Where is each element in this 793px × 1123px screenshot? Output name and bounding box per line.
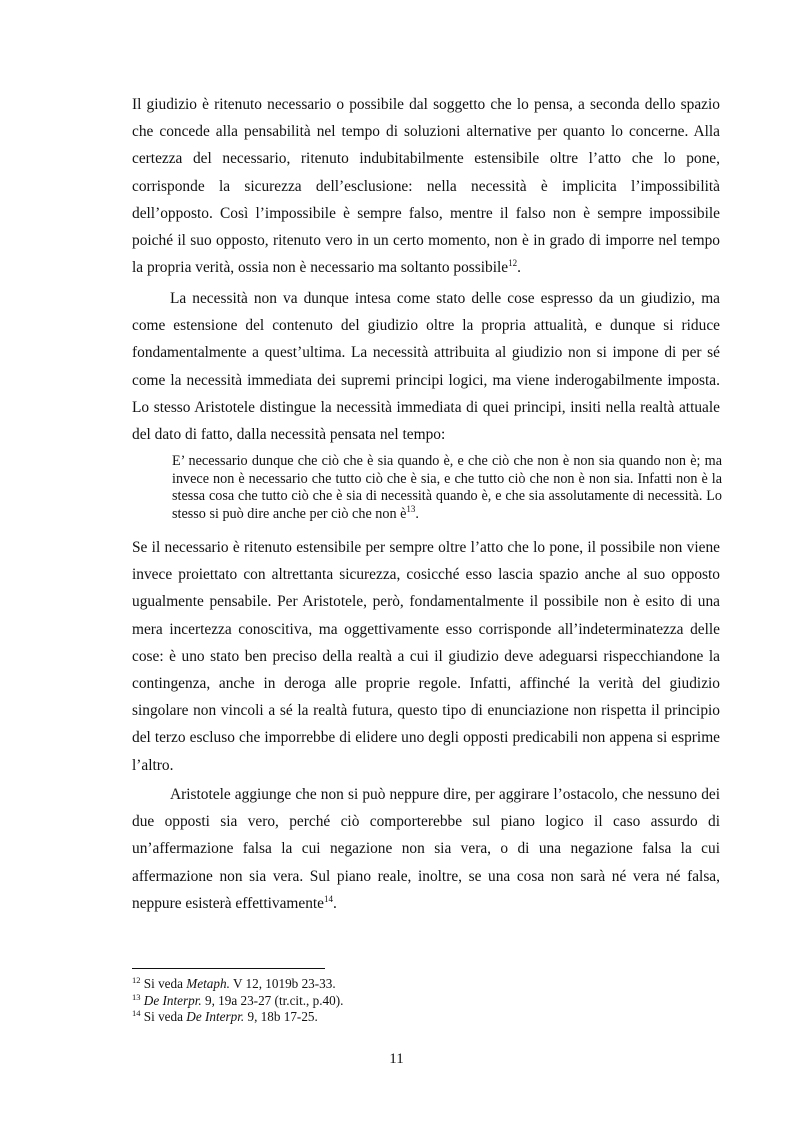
footnote-number: 12 [132, 975, 141, 985]
footnote-post: 9, 19a 23-27 (tr.cit., p.40). [201, 992, 344, 1008]
paragraph-2-text: La necessità non va dunque intesa come stato delle cose espresso da un giudizio, ma come estensione del contenuto del giudizio oltre la propria attualità, e dunque si riduce fondamentalmente a quest’ultima. La necessità attribuita al giudizio non si impone di per sé come la necessità immediata dei supremi principi logici, ma viene inderogabilmente imposta. Lo stesso Aristotele distingue la necessità immediata di quei principi, insiti nella realtà attuale del dato di fatto, dalla necessità pensata nel tempo: [132, 290, 720, 444]
footnote-post: V 12, 1019b 23-33. [229, 976, 336, 991]
paragraph-1 [132, 91, 720, 281]
footnote-ref-12[interactable]: 12 [508, 258, 518, 269]
footnote-ref-13[interactable]: 13 [406, 503, 416, 514]
footnote-work: De Interpr. [143, 992, 202, 1008]
footnote-ref-14[interactable]: 14 [324, 893, 334, 904]
paragraph-3-text: Se il necessario è ritenuto estensibile per sempre oltre l’atto che lo pone, il possibile non viene invece proiettato con altrettanta sicurezza, cosicché esso lascia spazio anche al suo opposto ugualmente pensabile. Per Aristotele, però, fondamentalmente il possibile non è esito di una mera incertezza conoscitiva, ma oggettivamente esso corrisponde all’indeterminatezza delle cose: è uno stato ben preciso della realtà a cui il giudizio deve adeguarsi rispecchiandone la contingenza, anche in deroga alle proprie regole. Infatti, affinché la verità del giudizio singolare non vincoli a sé la realtà futura, questo tipo di enunciazione non rispetta il principio del terzo escluso che imporrebbe di elidere uno degli opposti predicabili non appena si esprime l’altro. [132, 539, 720, 774]
footnotes [132, 976, 692, 1026]
footnote-pre: Si veda [143, 976, 187, 991]
footnote-number: 14 [132, 1008, 141, 1018]
footnote-work: Metaph. [186, 976, 230, 991]
footnote-separator [132, 968, 325, 969]
page-number: 11 [389, 1051, 404, 1067]
block-quote [172, 453, 722, 523]
paragraph-4 [132, 781, 720, 917]
footnote-number: 13 [132, 991, 141, 1002]
paragraph-1-tail: . [517, 259, 521, 277]
footnote-12 [132, 976, 692, 993]
footnote-pre: Si veda [143, 1009, 187, 1024]
paragraph-4-tail: . [333, 894, 337, 912]
block-quote-text: E’ necessario dunque che ciò che è sia quando è, e che ciò che non è non sia quando non è; ma invece non è necessario che tutto ciò che è sia, e che tutto ciò che non è non sia. Infatti non è la stessa cosa che tutto ciò che è sia di necessità quando è, e che sia assolutamente di necessità. Lo stesso si può dire anche per ciò che non è [172, 453, 722, 522]
footnote-13 [132, 993, 692, 1010]
footnote-14 [132, 1009, 692, 1026]
paragraph-1-text: Il giudizio è ritenuto necessario o possibile dal soggetto che lo pensa, a seconda dello spazio che concede alla pensabilità nel tempo di soluzioni alternative per quanto lo concerne. Alla certezza del necessario, ritenuto indubitabilmente estensibile oltre l’atto che lo pone, corrisponde la sicurezza dell’esclusione: nella necessità è implicita l’impossibilità dell’opposto. Così l’impossibile è sempre falso, mentre il falso non è sempre impossibile poiché il suo opposto, ritenuto vero in un certo momento, non è in grado di imporre nel tempo la propria verità, ossia non è necessario ma soltanto possibile [132, 96, 720, 277]
block-quote-tail: . [415, 505, 419, 522]
paragraph-3 [132, 534, 720, 779]
footnote-post: 9, 18b 17-25. [244, 1009, 318, 1024]
footnote-work: De Interpr. [186, 1009, 245, 1024]
paragraph-4-text: Aristotele aggiunge che non si può neppure dire, per aggirare l’ostacolo, che nessuno dei due opposti sia vero, perché ciò comporterebbe sul piano logico il caso assurdo di un’affermazione falsa la cui negazione non sia vera, o di una negazione falsa la cui affermazione non sia vera. Sul piano reale, inoltre, se una cosa non sarà né vera né falsa, neppure esisterà effettivamente [132, 786, 720, 912]
paragraph-2 [132, 285, 720, 448]
